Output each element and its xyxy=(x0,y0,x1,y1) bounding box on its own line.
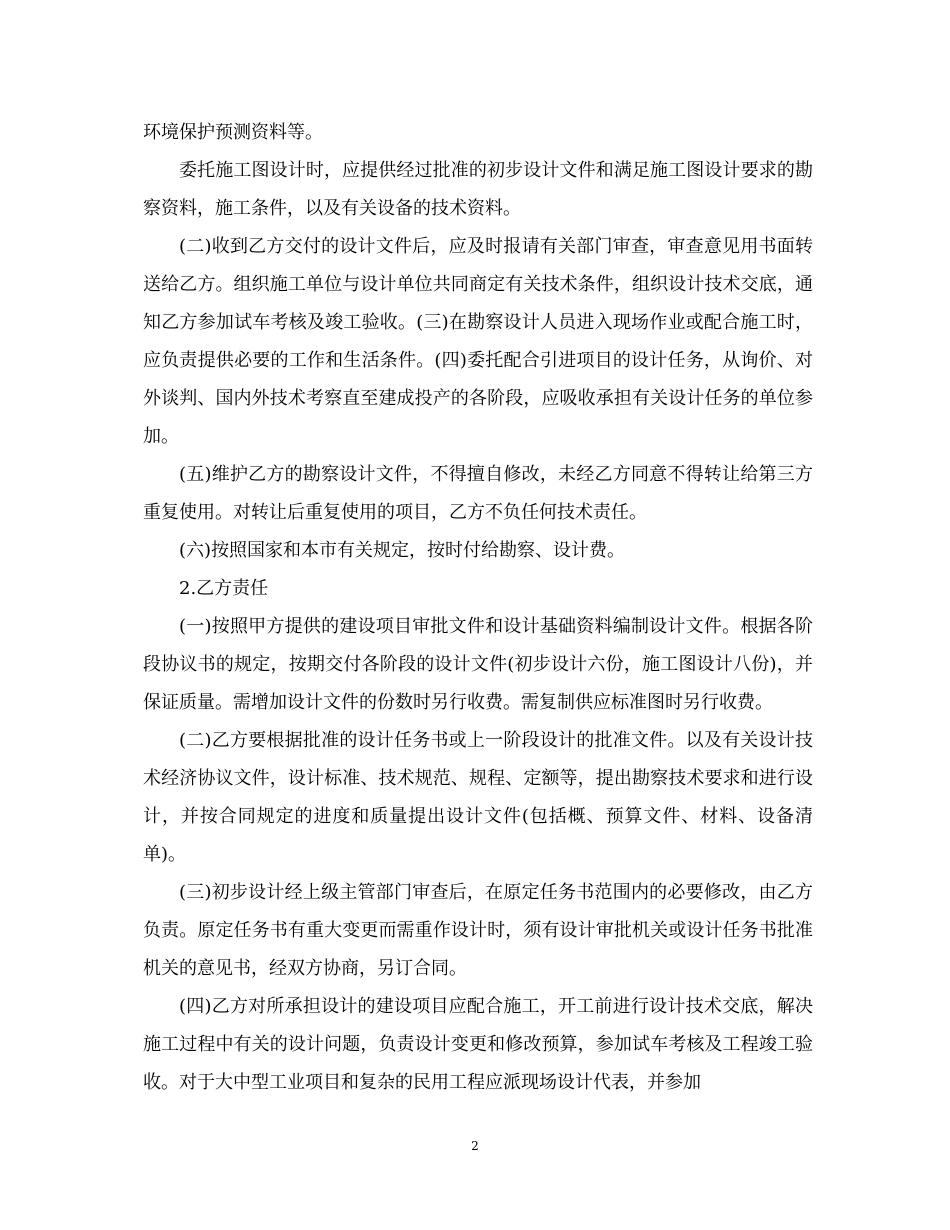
paragraph-4: (五)维护乙方的勘察设计文件，不得擅自修改，未经乙方同意不得转让给第三方重复使用。对转让后重复使用的项目，乙方不负任何技术责任。 xyxy=(143,464,813,523)
paragraph-5: (六)按照国家和本市有关规定，按时付给勘察、设计费。 xyxy=(179,540,626,561)
document-body xyxy=(143,114,813,1102)
paragraph-3: (二)收到乙方交付的设计文件后，应及时报请有关部门审查，审查意见用书面转送给乙方。组织施工单位与设计单位共同商定有关技术条件，组织设计技术交底，通知乙方参加试车考核及竣工验收。(三)在勘察设计人员进入现场作业或配合施工时，应负责提供必要的工作和生活条件。(四)委托配合引进项目的设计任务，从询价、对外谈判、国内外技术考察直至建成投产的各阶段，应吸收承担有关设计任务的单位参加。 xyxy=(143,236,813,447)
paragraph-2: 委托施工图设计时，应提供经过批准的初步设计文件和满足施工图设计要求的勘察资料，施工条件，以及有关设备的技术资料。 xyxy=(143,160,813,219)
paragraph-7: (一)按照甲方提供的建设项目审批文件和设计基础资料编制设计文件。根据各阶段协议书的规定，按期交付各阶段的设计文件(初步设计六份，施工图设计八份)，并保证质量。需增加设计文件的份数时另行收费。需复制供应标准图时另行收费。 xyxy=(143,616,813,713)
section-heading-party-b: 2.乙方责任 xyxy=(179,578,269,599)
paragraph-10: (四)乙方对所承担设计的建设项目应配合施工，开工前进行设计技术交底，解决施工过程中有关的设计问题，负责设计变更和修改预算，参加试车考核及工程竣工验收。对于大中型工业项目和复杂的民用工程应派现场设计代表，并参加 xyxy=(143,996,813,1093)
paragraph-9: (三)初步设计经上级主管部门审查后，在原定任务书范围内的必要修改，由乙方负责。原定任务书有重大变更而需重作设计时，须有设计审批机关或设计任务书批准机关的意见书，经双方协商，另订合同。 xyxy=(143,882,813,979)
paragraph-1: 环境保护预测资料等。 xyxy=(143,122,323,143)
paragraph-8: (二)乙方要根据批准的设计任务书或上一阶段设计的批准文件。以及有关设计技术经济协议文件，设计标准、技术规范、规程、定额等，提出勘察技术要求和进行设计，并按合同规定的进度和质量提出设计文件(包括概、预算文件、材料、设备清单)。 xyxy=(143,730,813,865)
page-number: 2 xyxy=(471,1139,479,1153)
